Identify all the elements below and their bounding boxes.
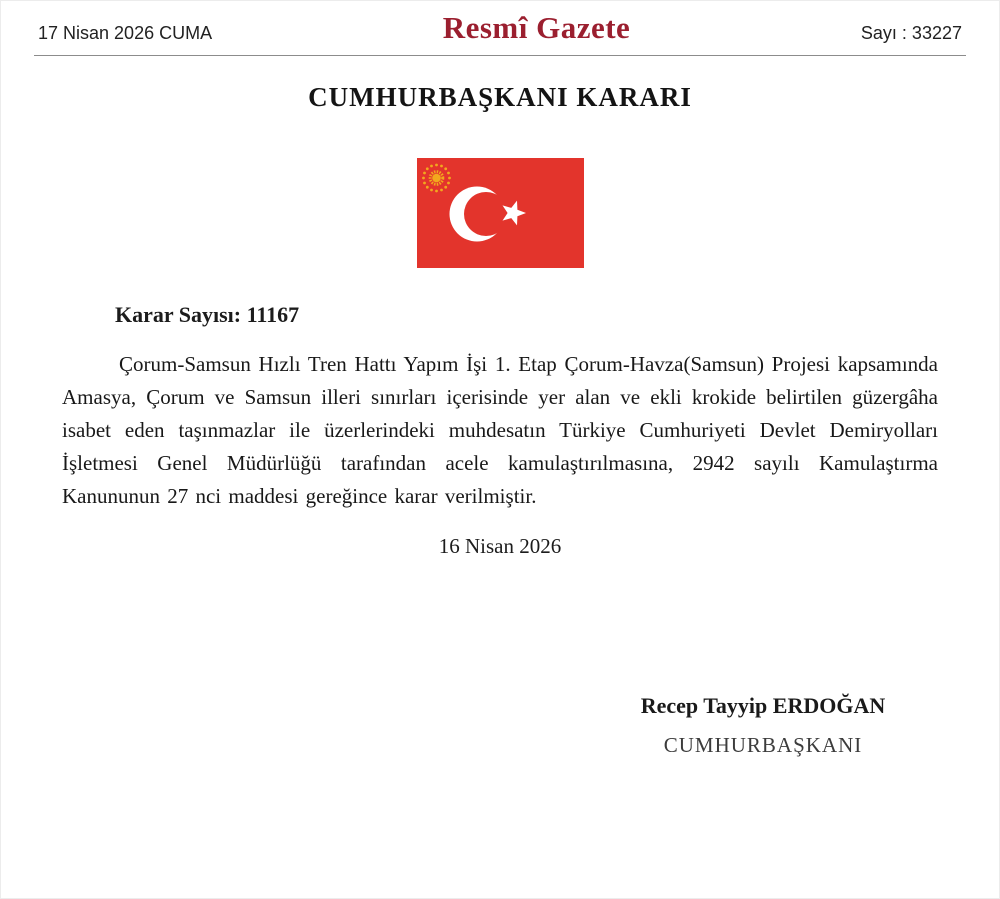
- signature-title: CUMHURBAŞKANI: [663, 733, 863, 757]
- masthead-issue-number: Sayı : 33227: [860, 23, 962, 43]
- decision-number-value: 11167: [246, 302, 300, 327]
- masthead-date: 17 Nisan 2026 CUMA: [38, 23, 213, 43]
- gazette-title: Resmî Gazete: [442, 10, 631, 45]
- decision-body-text: Çorum-Samsun Hızlı Tren Hattı Yapım İşi 1. Etap Çorum-Havza(Samsun) Projesi kapsamında Amasya, Çorum ve Samsun illeri sınırları içerisinde yer alan ve ekli krokide belirtilen güzergâha isabet eden taşınmazlar ile üzerlerindeki muhdesatın Türkiye Cumhuriyeti Devlet Demiryolları İşletmesi Genel Müdürlüğü tarafından acele kamulaştırılmasına, 2942 sayılı Kamulaştırma Kanununun 27 nci maddesi gereğince karar verilmiştir.: [62, 352, 938, 508]
- signature-name: Recep Tayyip ERDOĞAN: [640, 693, 886, 718]
- turkish-presidential-flag-graphic: [417, 158, 584, 268]
- turkish-presidential-flag: [417, 158, 584, 268]
- signature-block: [587, 693, 939, 758]
- decision-number-label: Karar Sayısı:: [115, 302, 242, 327]
- document-heading: CUMHURBAŞKANI KARARI: [308, 82, 692, 112]
- decision-number-line: [115, 302, 1000, 328]
- gazette-masthead: [34, 0, 966, 56]
- decision-date: 16 Nisan 2026: [438, 534, 562, 558]
